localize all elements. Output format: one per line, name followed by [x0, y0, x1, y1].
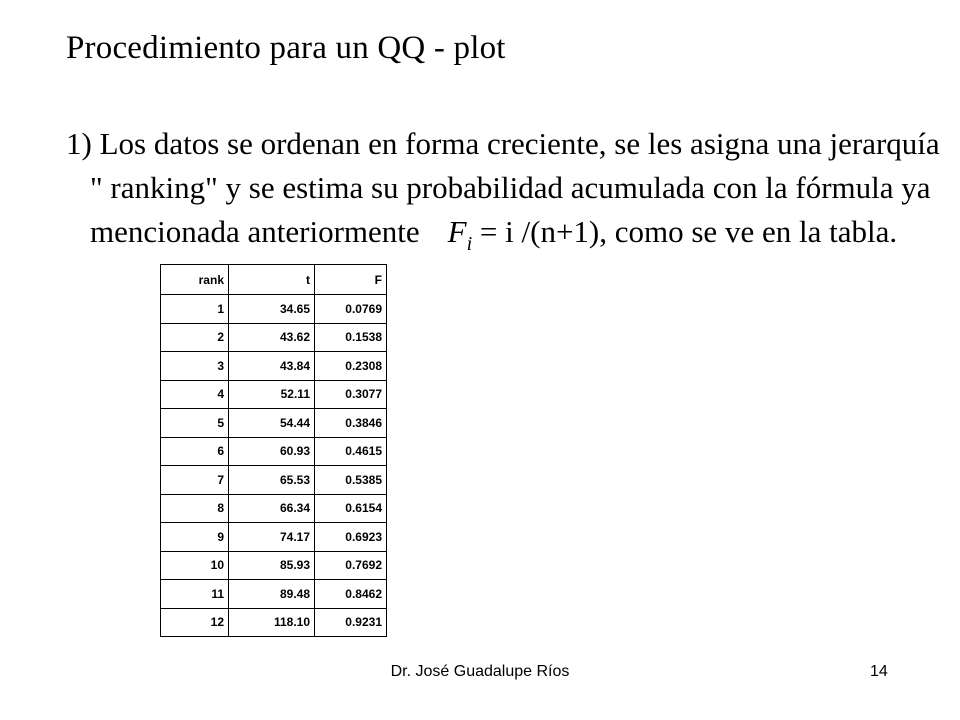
cell-t: 66.34 — [229, 494, 315, 523]
probability-formula — [448, 216, 607, 254]
column-header-t: t — [229, 265, 315, 295]
cell-t: 118.10 — [229, 608, 315, 637]
cell-rank: 5 — [161, 409, 229, 438]
ranking-table — [160, 264, 387, 637]
cell-t: 74.17 — [229, 523, 315, 552]
table-row — [161, 295, 387, 324]
cell-t: 43.84 — [229, 352, 315, 381]
body-line-3-end: como se ve en la tabla. — [607, 214, 898, 249]
page-number: 14 — [870, 663, 888, 680]
formula-expression: = i /(n+1), — [472, 214, 607, 249]
cell-t: 43.62 — [229, 323, 315, 352]
column-header-f: F — [315, 265, 387, 295]
table-row — [161, 494, 387, 523]
formula-subscript: i — [466, 233, 473, 255]
cell-f: 0.8462 — [315, 580, 387, 609]
cell-rank: 11 — [161, 580, 229, 609]
cell-rank: 4 — [161, 380, 229, 409]
cell-f: 0.5385 — [315, 466, 387, 495]
cell-rank: 9 — [161, 523, 229, 552]
slide-title: Procedimiento para un QQ - plot — [66, 30, 506, 66]
cell-t: 85.93 — [229, 551, 315, 580]
table-row — [161, 409, 387, 438]
formula-variable: F — [447, 214, 467, 249]
cell-t: 65.53 — [229, 466, 315, 495]
cell-rank: 6 — [161, 437, 229, 466]
cell-f: 0.9231 — [315, 608, 387, 637]
cell-t: 34.65 — [229, 295, 315, 324]
cell-rank: 7 — [161, 466, 229, 495]
table-row — [161, 437, 387, 466]
table-row — [161, 352, 387, 381]
table-row — [161, 580, 387, 609]
table-row — [161, 608, 387, 637]
table-row — [161, 466, 387, 495]
body-line-1: 1) Los datos se ordenan en forma creciente, se les asigna una jerarquía — [66, 126, 940, 161]
cell-rank: 1 — [161, 295, 229, 324]
cell-rank: 3 — [161, 352, 229, 381]
cell-t: 60.93 — [229, 437, 315, 466]
body-text — [0, 0, 960, 260]
cell-rank: 2 — [161, 323, 229, 352]
column-header-rank: rank — [161, 265, 229, 295]
cell-rank: 10 — [161, 551, 229, 580]
table-body — [161, 295, 387, 637]
cell-f: 0.0769 — [315, 295, 387, 324]
cell-f: 0.7692 — [315, 551, 387, 580]
cell-f: 0.1538 — [315, 323, 387, 352]
cell-t: 52.11 — [229, 380, 315, 409]
cell-f: 0.3077 — [315, 380, 387, 409]
cell-f: 0.3846 — [315, 409, 387, 438]
table-row — [161, 551, 387, 580]
table-row — [161, 380, 387, 409]
cell-t: 54.44 — [229, 409, 315, 438]
cell-rank: 12 — [161, 608, 229, 637]
cell-f: 0.2308 — [315, 352, 387, 381]
table-row — [161, 523, 387, 552]
cell-rank: 8 — [161, 494, 229, 523]
cell-f: 0.6154 — [315, 494, 387, 523]
table-row — [161, 323, 387, 352]
body-line-3 — [90, 216, 897, 254]
table-header-row — [161, 265, 387, 295]
cell-f: 0.6923 — [315, 523, 387, 552]
cell-f: 0.4615 — [315, 437, 387, 466]
cell-t: 89.48 — [229, 580, 315, 609]
body-line-2: " ranking" y se estima su probabilidad acumulada con la fórmula ya — [90, 170, 931, 205]
footer-author: Dr. José Guadalupe Ríos — [390, 663, 570, 680]
body-line-3-start: mencionada anteriormente — [90, 214, 420, 249]
